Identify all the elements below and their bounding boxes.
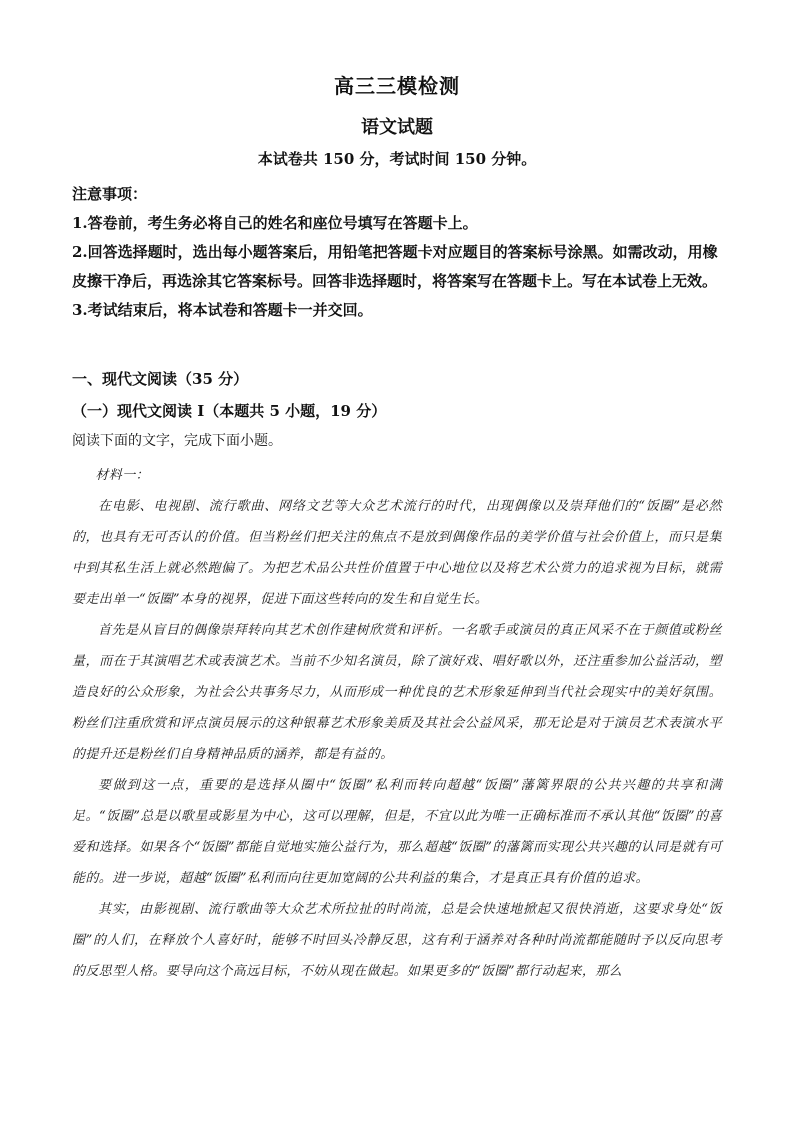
notes-heading: 注意事项： bbox=[72, 185, 148, 203]
note-item: 2.回答选择题时，选出每小题答案后，用铅笔把答题卡对应题目的答案标号涂黑。如需改动，用橡皮擦干净后，再选涂其它答案标号。回答非选择题时，将答案写在答题卡上。写在本试卷上无效。 bbox=[72, 243, 718, 290]
material-label: 材料一： bbox=[95, 468, 149, 483]
sub-section-title: （一）现代文阅读 I（本题共 5 小题，19 分） bbox=[72, 402, 387, 420]
reading-instruction: 阅读下面的文字，完成下面小题。 bbox=[72, 433, 282, 449]
exam-info: 本试卷共 150 分，考试时间 150 分钟。 bbox=[257, 150, 537, 168]
part-title: 一、现代文阅读（35 分） bbox=[72, 370, 249, 388]
note-item: 1.答卷前，考生务必将自己的姓名和座位号填写在答题卡上。 bbox=[72, 214, 478, 232]
note-item: 3.考试结束后，将本试卷和答题卡一并交回。 bbox=[72, 301, 373, 319]
subject-title: 语文试题 bbox=[361, 117, 433, 138]
material-paragraph: 在电影、电视剧、流行歌曲、网络文艺等大众艺术流行的时代，出现偶像以及崇拜他们的“饭圈”是必然的，也具有无可否认的价值。但当粉丝们把关注的焦点不是放到偶像作品的美学价值与社会价值上，而只是集中到其私生活上就必然跑偏了。为把艺术品公共性价值置于中心地位以及将艺术公赏力的追求视为目标，就需要走出单一“饭圈”本身的视界，促进下面这些转向的发生和自觉生长。 bbox=[72, 499, 722, 607]
exam-title: 高三三模检测 bbox=[334, 74, 460, 98]
notes-block bbox=[72, 180, 722, 325]
material-paragraph: 要做到这一点，重要的是选择从圈中“饭圈”私利而转向超越“饭圈”藩篱界限的公共兴趣的共享和满足。“饭圈”总是以歌星或影星为中心，这可以理解，但是，不宜以此为唯一正确标准而不承认其他“饭圈”的喜爱和选择。如果各个“饭圈”都能自觉地实施公益行为，那么超越“饭圈”的藩篱而实现公共兴趣的认同是就有可能的。进一步说，超越“饭圈”私利而向往更加宽阔的公共利益的集合，才是真正具有价值的追求。 bbox=[72, 778, 722, 886]
material-paragraph: 其实，由影视剧、流行歌曲等大众艺术所拉扯的时尚流，总是会快速地掀起又很快消逝，这要求身处“饭圈”的人们，在释放个人喜好时，能够不时回头冷静反思，这有利于涵养对各种时尚流都能随时予以反向思考的反思型人格。要导向这个高远目标，不妨从现在做起。如果更多的“饭圈”都行动起来，那么 bbox=[72, 902, 722, 979]
material-text bbox=[72, 460, 722, 987]
material-paragraph: 首先是从盲目的偶像崇拜转向其艺术创作建树欣赏和评析。一名歌手或演员的真正风采不在于颜值或粉丝量，而在于其演唱艺术或表演艺术。当前不少知名演员，除了演好戏、唱好歌以外，还注重参加公益活动，塑造良好的公众形象，为社会公共事务尽力，从而形成一种优良的艺术形象延伸到当代社会现实中的美好氛围。粉丝们注重欣赏和评点演员展示的这种银幕艺术形象美质及其社会公益风采，那无论是对于演员艺术表演水平的提升还是粉丝们自身精神品质的涵养，都是有益的。 bbox=[72, 623, 722, 762]
